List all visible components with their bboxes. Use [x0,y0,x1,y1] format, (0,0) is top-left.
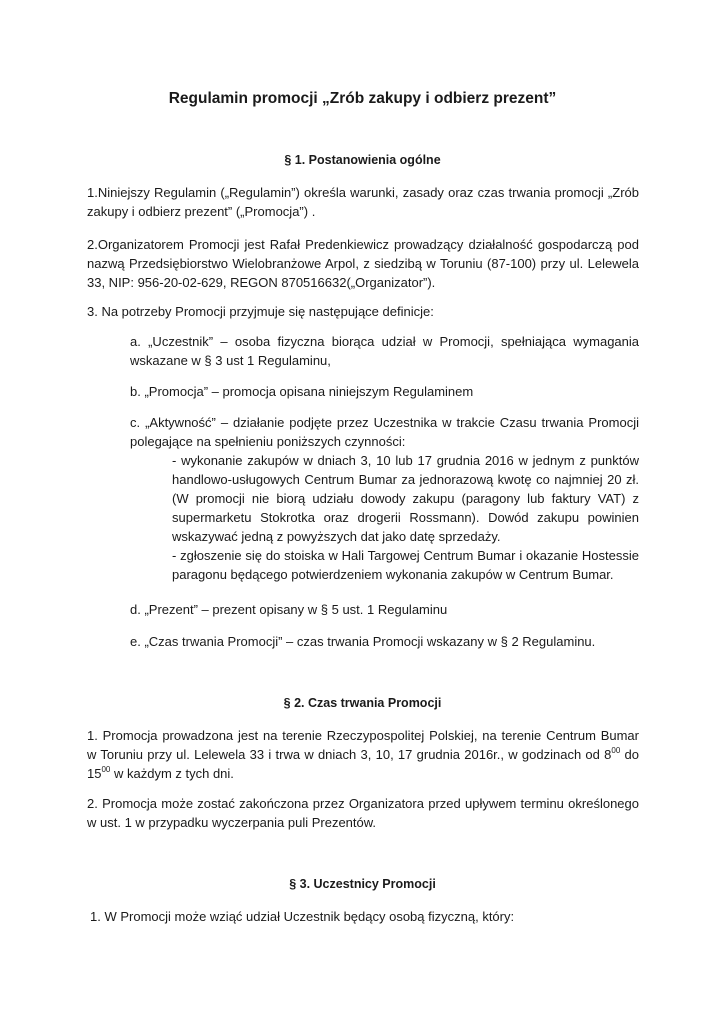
section-1-paragraph-1: 1.Niniejszy Regulamin („Regulamin”) określa warunki, zasady oraz czas trwania promocji „Zrób zakupy i odbierz prezent” („Promocja”) . [87,185,639,219]
section-1-heading: § 1. Postanowienia ogólne [284,153,441,167]
section-3-paragraph-1: 1. W Promocji może wziąć udział Uczestnik będący osobą fizyczną, który: [90,909,515,924]
definition-c-item-1: - wykonanie zakupów w dniach 3, 10 lub 17 grudnia 2016 w jednym z punktów handlowo-usługowych Centrum Bumar za jednorazową kwotę co najmniej 20 zł. (W promocji nie biorą udziału dowody zakupu (paragony lub faktury VAT) z supermarketu Stokrotka oraz drogerii Rossmann). Dowód zakupu powinien wskazywać jedną z powyższych dat jako datę sprzedaży. [172,453,639,544]
definition-d: d. „Prezent” – prezent opisany w § 5 ust. 1 Regulaminu [130,602,448,617]
section-3-heading: § 3. Uczestnicy Promocji [289,877,436,891]
section-1-paragraph-2: 2.Organizatorem Promocji jest Rafał Predenkiewicz prowadzący działalność gospodarczą pod nazwą Przedsiębiorstwo Wielobranżowe Arpol, z siedzibą w Toruniu (87-100) przy ul. Lelewela 33, NIP: 956-20-02-629, REGON 870516632(„Organizator”). [87,237,639,290]
section-2-paragraph-1-text-a: 1. Promocja prowadzona jest na terenie Rzeczypospolitej Polskiej, na terenie Centrum Bumar w Toruniu przy ul. Lelewela 33 i trwa w dniach 3, 10, 17 grudnia 2016r., w godzinach od 8 [87,728,639,762]
definition-c-item-2: - zgłoszenie się do stoiska w Hali Targowej Centrum Bumar i okazanie Hostessie paragonu będącego potwierdzeniem wykonania zakupów w Centrum Bumar. [172,548,639,582]
document-title: Regulamin promocji „Zrób zakupy i odbierz prezent” [168,90,557,107]
hour-end-superscript: 00 [101,765,111,774]
definition-a: a. „Uczestnik” – osoba fizyczna biorąca udział w Promocji, spełniająca wymagania wskazane w § 3 ust 1 Regulaminu, [130,334,639,368]
section-2-paragraph-2: 2. Promocja może zostać zakończona przez Organizatora przed upływem terminu określonego w ust. 1 w przypadku wyczerpania puli Prezentów. [87,796,639,830]
definition-c: c. „Aktywność” – działanie podjęte przez Uczestnika w trakcie Czasu trwania Promocji polegające na spełnieniu poniższych czynności: [130,415,639,449]
section-2-paragraph-1-text-b: do 15 [87,747,639,781]
hour-start-superscript: 00 [611,746,621,755]
section-1-paragraph-3: 3. Na potrzeby Promocji przyjmuje się następujące definicje: [87,304,434,319]
section-2-paragraph-1-text-c: w każdym z tych dni. [110,766,234,781]
definition-b: b. „Promocja” – promocja opisana niniejszym Regulaminem [130,384,474,399]
section-2-heading: § 2. Czas trwania Promocji [283,696,442,710]
definition-e: e. „Czas trwania Promocji” – czas trwania Promocji wskazany w § 2 Regulaminu. [130,634,596,649]
section-2-paragraph-1 [87,726,639,783]
